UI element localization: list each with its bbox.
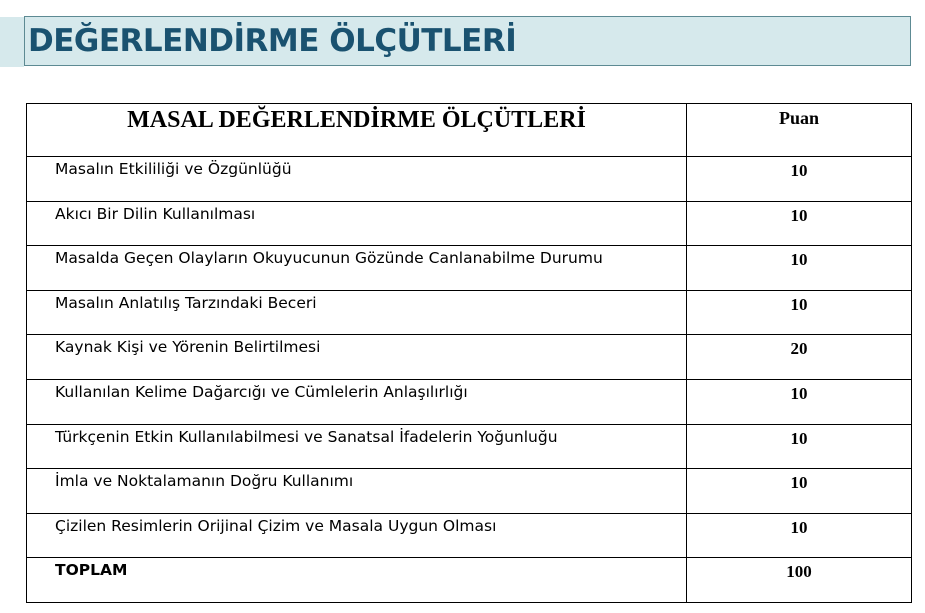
criteria-cell: Kaynak Kişi ve Yörenin Belirtilmesi — [27, 335, 687, 380]
score-cell: 10 — [687, 201, 912, 246]
criteria-cell: Akıcı Bir Dilin Kullanılması — [27, 201, 687, 246]
table-row — [27, 246, 912, 291]
score-cell: 10 — [687, 157, 912, 202]
score-cell: 10 — [687, 290, 912, 335]
table-row — [27, 290, 912, 335]
criteria-cell: Masalın Anlatılış Tarzındaki Beceri — [27, 290, 687, 335]
total-row — [27, 558, 912, 603]
criteria-column-header: MASAL DEĞERLENDİRME ÖLÇÜTLERİ — [27, 104, 687, 157]
table-row — [27, 157, 912, 202]
total-score: 100 — [687, 558, 912, 603]
score-cell: 10 — [687, 246, 912, 291]
score-cell: 10 — [687, 379, 912, 424]
table-row — [27, 424, 912, 469]
title-banner — [24, 16, 911, 66]
table-row — [27, 335, 912, 380]
score-cell: 10 — [687, 469, 912, 514]
score-cell: 10 — [687, 513, 912, 558]
table-row — [27, 379, 912, 424]
table-row — [27, 201, 912, 246]
criteria-cell: Kullanılan Kelime Dağarcığı ve Cümlelerin Anlaşılırlığı — [27, 379, 687, 424]
score-cell: 10 — [687, 424, 912, 469]
criteria-cell: İmla ve Noktalamanın Doğru Kullanımı — [27, 469, 687, 514]
table-header-row — [27, 104, 912, 157]
score-column-header: Puan — [687, 104, 912, 157]
criteria-cell: Türkçenin Etkin Kullanılabilmesi ve Sanatsal İfadelerin Yoğunluğu — [27, 424, 687, 469]
criteria-cell: Masalda Geçen Olayların Okuyucunun Gözünde Canlanabilme Durumu — [27, 246, 687, 291]
score-cell: 20 — [687, 335, 912, 380]
evaluation-table — [26, 103, 912, 603]
table-row — [27, 513, 912, 558]
total-label: TOPLAM — [27, 558, 687, 603]
criteria-cell: Masalın Etkililiği ve Özgünlüğü — [27, 157, 687, 202]
criteria-cell: Çizilen Resimlerin Orijinal Çizim ve Masala Uygun Olması — [27, 513, 687, 558]
page-title: DEĞERLENDİRME ÖLÇÜTLERİ — [28, 23, 517, 59]
banner-accent — [0, 17, 24, 67]
table-row — [27, 469, 912, 514]
